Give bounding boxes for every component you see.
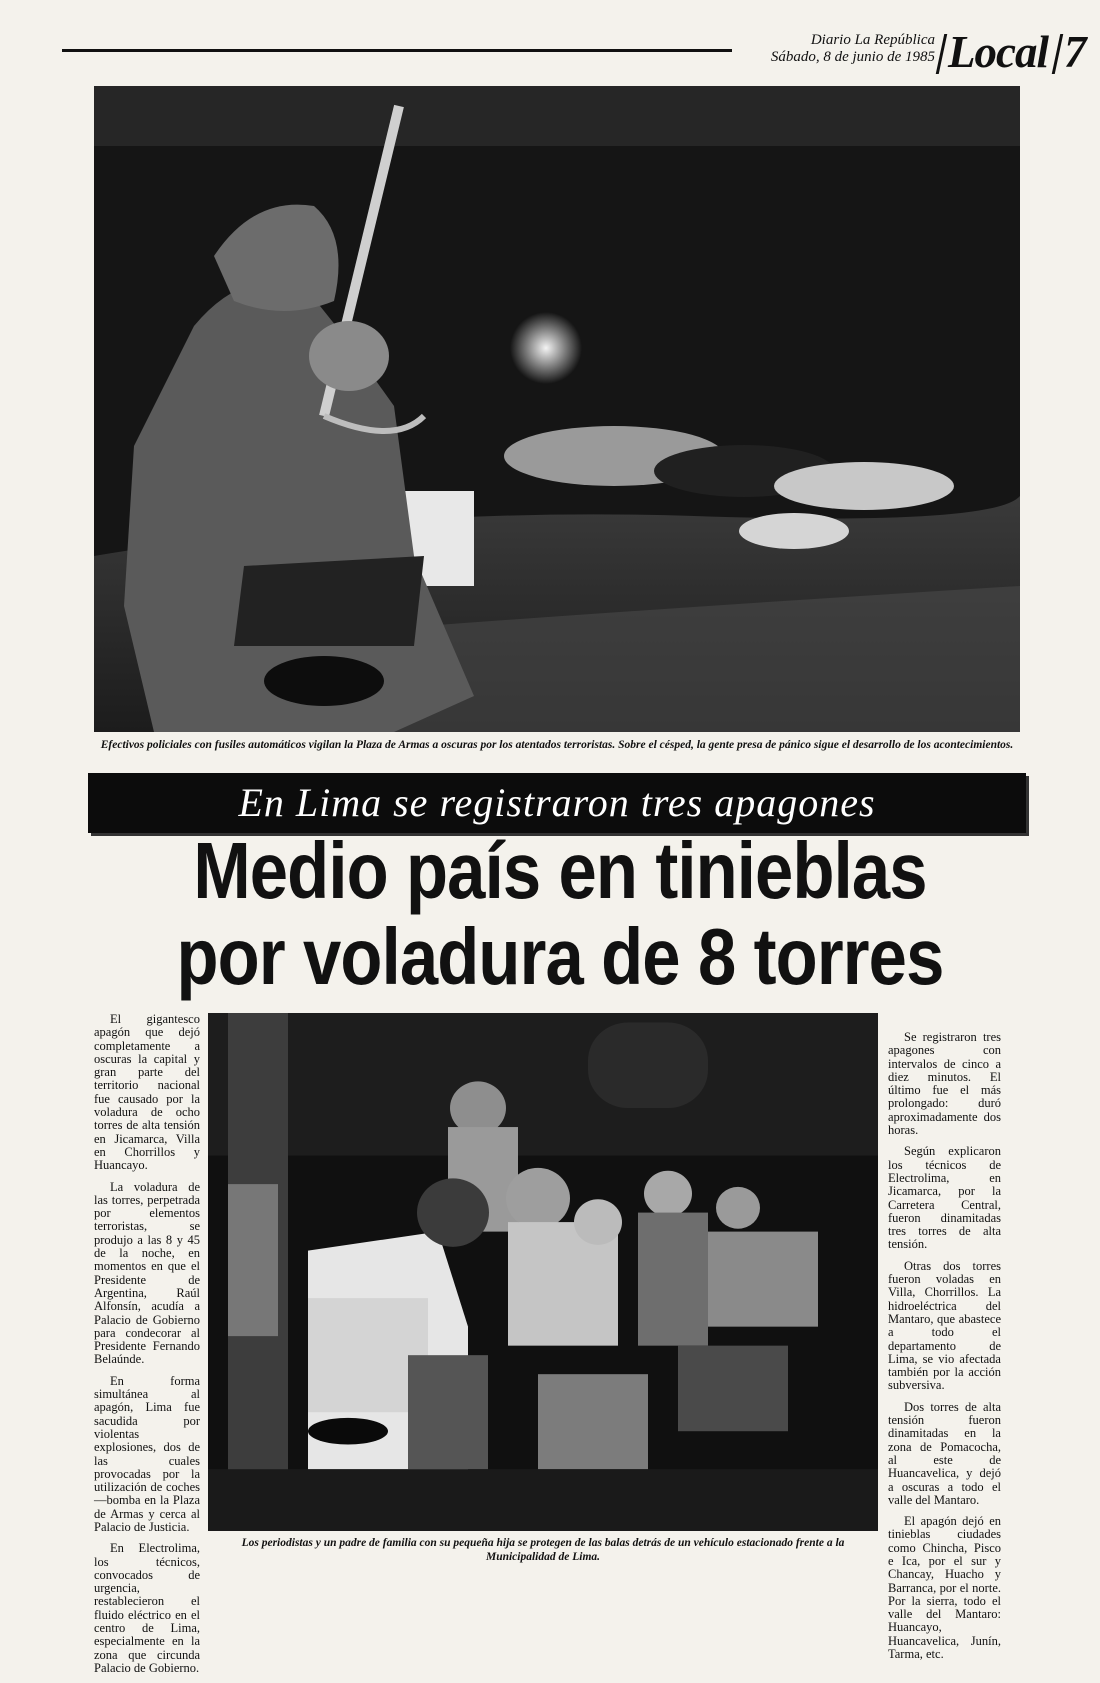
article-column-left bbox=[94, 1013, 200, 1683]
paragraph: Dos torres de alta tensión fueron dinamitadas en la zona de Pomacocha, al este de Huancavelica, y dejó a oscuras a todo el valle del Mantaro. bbox=[888, 1399, 1001, 1507]
paragraph: En forma simultánea al apagón, Lima fue sacudida por violentas explosiones, dos de las cuales provocadas por la utilización de coches—bomba en la Plaza de Armas y cerca al Palacio de Justicia. bbox=[94, 1373, 200, 1534]
section-name: Local bbox=[948, 27, 1048, 77]
paragraph: En Electrolima, los técnicos, convocados de urgencia, restablecieron el fluido eléctrico en el centro de Lima, especialmente en la zona que circunda Palacio de Gobierno. bbox=[94, 1541, 200, 1675]
kicker-banner: En Lima se registraron tres apagones bbox=[88, 773, 1026, 833]
second-photo bbox=[208, 1013, 878, 1563]
page-number: 7 bbox=[1064, 27, 1087, 77]
paragraph: El gigantesco apagón que dejó completamente a oscuras la capital y gran parte del territorio nacional fue causado por la voladura de ocho torres de alta tensión en Jicamarca, Villa en Chorrillos y Huancayo. bbox=[94, 1012, 200, 1173]
issue-date: Sábado, 8 de junio de 1985 bbox=[770, 49, 935, 65]
headline bbox=[130, 828, 990, 1000]
paragraph: Se registraron tres apagones con intervalos de cinco a diez minutos. El último fue el más prolongado: duró aproximadamente dos horas. bbox=[888, 1030, 1001, 1138]
paragraph: Según explicaron los técnicos de Electrolima, en Jicamarca, por la Carretera Central, fueron dinamitadas tres torres de alta tensión. bbox=[888, 1144, 1001, 1252]
newspaper-name: Diario La República bbox=[810, 32, 935, 48]
article-column-right bbox=[888, 1031, 1001, 1669]
masthead-info bbox=[720, 32, 935, 66]
headline-line-1: Medio país en tinieblas bbox=[193, 826, 927, 915]
headline-line-2: por voladura de 8 torres bbox=[176, 912, 944, 1001]
main-photo-caption: Efectivos policiales con fusiles automáticos vigilan la Plaza de Armas a oscuras por los atentados terroristas. Sobre el césped, la gente presa de pánico sigue el desarrollo de los acontecimientos. bbox=[100, 739, 1014, 751]
masthead-rule bbox=[62, 49, 732, 52]
masthead-separator bbox=[1052, 34, 1064, 74]
paragraph: El apagón dejó en tinieblas ciudades como Chincha, Pisco e Ica, por el sur y Chancay, Huacho y Barranca, por el norte. Por la sierra, todo el valle del Mantaro: Huancayo, Huancavelica, Junín, Tarma, etc. bbox=[888, 1514, 1001, 1662]
main-photo bbox=[94, 86, 1020, 732]
paragraph: La voladura de las torres, perpetrada por elementos terroristas, se produjo a las 8 y 45 de la noche, en momentos en que el Presidente de Argentina, Raúl Alfonsín, acudía a Palacio de Gobierno para condecorar al Presidente Fernando Belaúnde. bbox=[94, 1179, 200, 1367]
second-photo-caption: Los periodistas y un padre de familia con su pequeña hija se protegen de las balas detrás de un vehículo estacionado frente a la Municipalidad de Lima. bbox=[241, 1537, 845, 1563]
paragraph: Otras dos torres fueron voladas en Villa, Chorrillos. La hidroeléctrica del Mantaro, que abastece a todo el departamento de Lima, se vio afectada también por la acción subversiva. bbox=[888, 1258, 1001, 1393]
masthead-separator bbox=[936, 34, 948, 74]
